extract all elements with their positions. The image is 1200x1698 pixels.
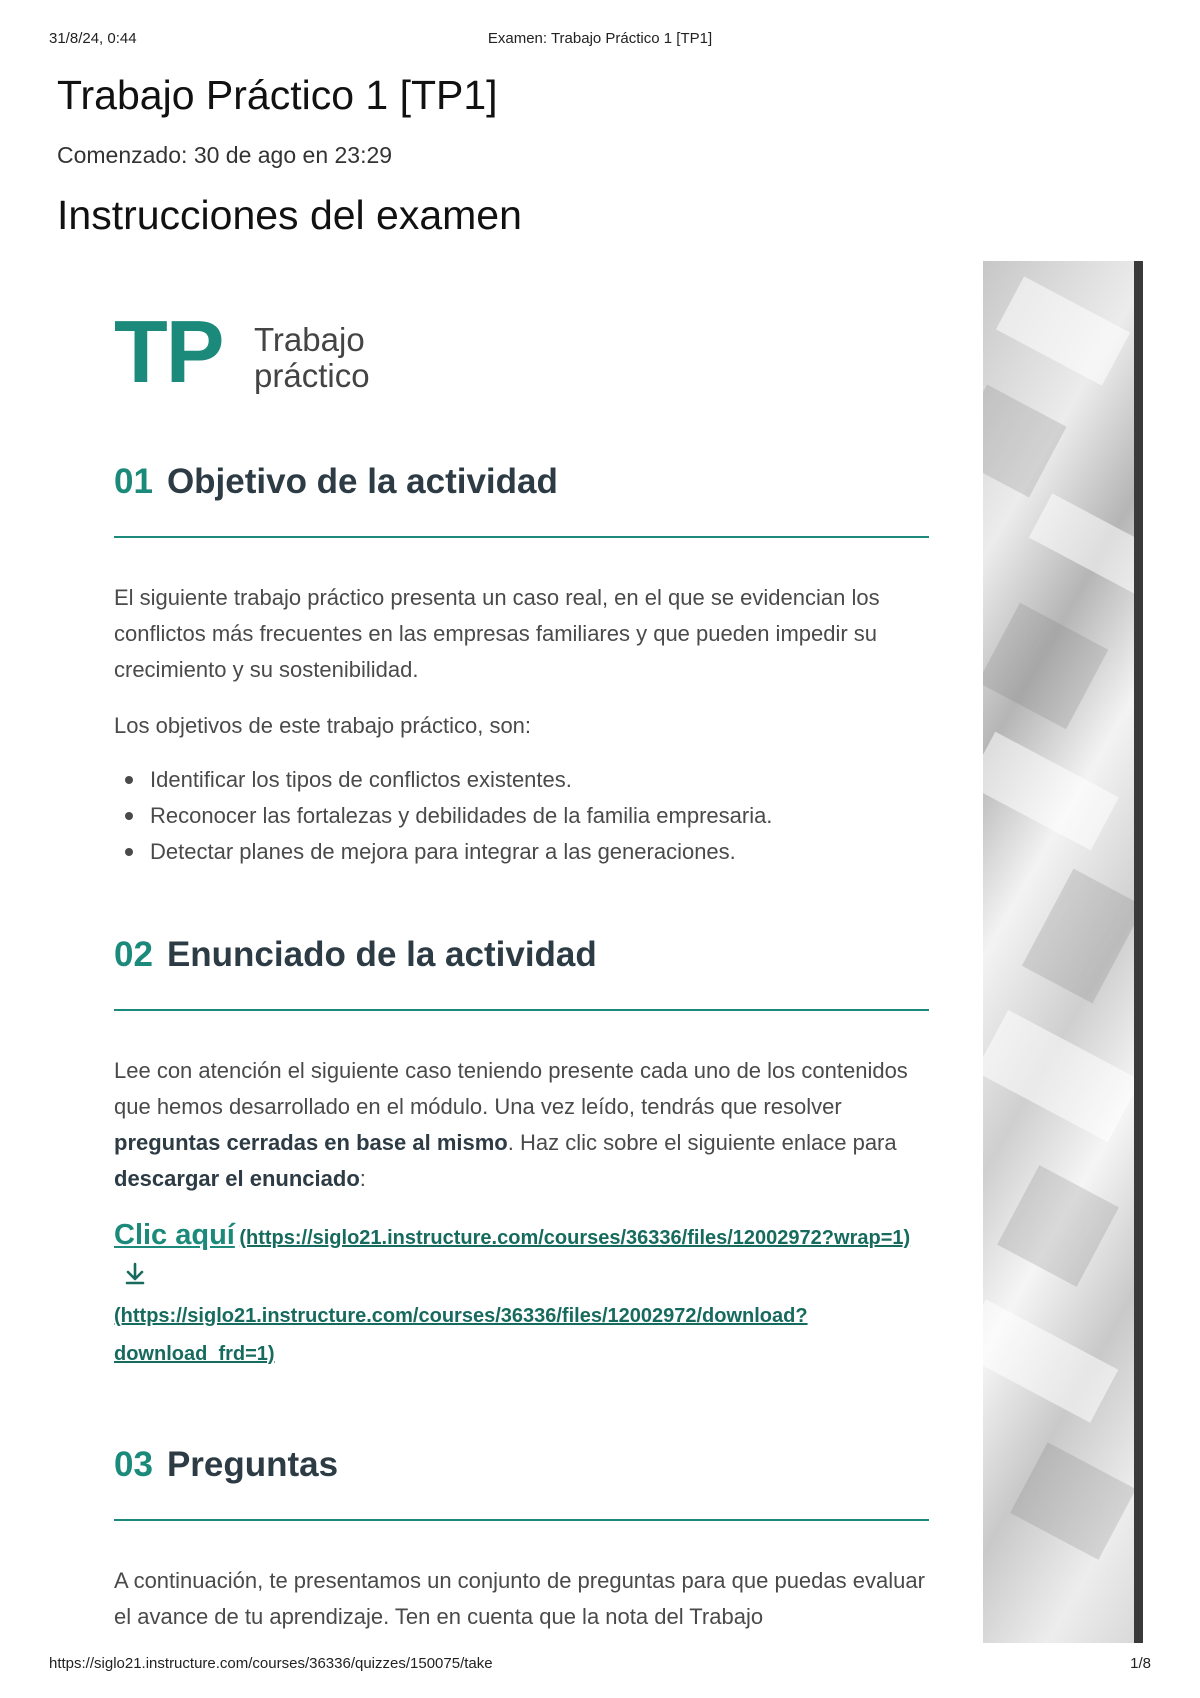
started-info (57, 142, 392, 169)
section-01-heading (114, 462, 558, 502)
print-page-title: Examen: Trabajo Práctico 1 [TP1] (487, 30, 713, 47)
print-url: https://siglo21.instructure.com/courses/36336/quizzes/150075/take (49, 1655, 493, 1672)
list-item: Reconocer las fortalezas y debilidades de la familia empresaria. (114, 798, 772, 834)
section-03-title: Preguntas (166, 1445, 339, 1484)
section-03-number: 03 (114, 1445, 153, 1484)
section-03-heading (114, 1445, 338, 1485)
section-02-paragraph: Lee con atención el siguiente caso teniendo presente cada uno de los contenidos que hemos desarrollado en el módulo. Una vez leído, tendrás que resolver preguntas cerradas en base al mismo. Haz clic sobre el siguiente enlace para descargar el enunciado: (114, 1058, 908, 1191)
logo-initials: TP (114, 302, 223, 401)
print-page-number: 1/8 (1130, 1655, 1151, 1672)
decorative-banner-image (983, 261, 1143, 1643)
started-label: Comenzado: (57, 142, 188, 168)
section-03-paragraph: A continuación, te presentamos un conjunto de preguntas para que puedas evaluar el avance de tu aprendizaje. Ten en cuenta que la nota del Trabajo (114, 1568, 925, 1629)
logo-word-2: práctico (254, 357, 370, 394)
list-item: Detectar planes de mejora para integrar a las generaciones. (114, 834, 772, 870)
section-01-title: Objetivo de la actividad (166, 462, 558, 501)
section-02-divider (114, 1009, 929, 1011)
file-link-url[interactable]: (https://siglo21.instructure.com/courses/36336/files/12002972?wrap=1) (239, 1227, 911, 1249)
list-item: Identificar los tipos de conflictos existentes. (114, 762, 772, 798)
file-download-url[interactable]: (https://siglo21.instructure.com/courses/36336/files/12002972/download?download_frd=1) (114, 1305, 808, 1365)
section-02-number: 02 (114, 935, 153, 974)
section-01-paragraph-1: El siguiente trabajo práctico presenta un caso real, en el que se evidencian los conflictos más frecuentes en las empresas familiares y que pueden impedir su crecimiento y su sostenibilidad. (114, 585, 880, 682)
download-icon[interactable] (124, 1262, 146, 1286)
instructions-heading: Instrucciones del examen (57, 192, 522, 238)
section-02-title: Enunciado de la actividad (166, 935, 597, 974)
download-links (114, 1216, 944, 1373)
section-03-divider (114, 1519, 929, 1521)
section-01-paragraph-2: Los objetivos de este trabajo práctico, son: (114, 713, 532, 738)
section-01-divider (114, 536, 929, 538)
section-02-heading (114, 935, 597, 975)
section-01-number: 01 (114, 462, 153, 501)
logo-word-1: Trabajo (254, 321, 365, 358)
started-value: 30 de ago en 23:29 (193, 142, 393, 168)
clic-aqui-link[interactable]: Clic aquí (114, 1219, 235, 1251)
print-datetime: 31/8/24, 0:44 (49, 30, 137, 47)
page-title: Trabajo Práctico 1 [TP1] (57, 72, 498, 118)
objectives-list (114, 762, 772, 870)
